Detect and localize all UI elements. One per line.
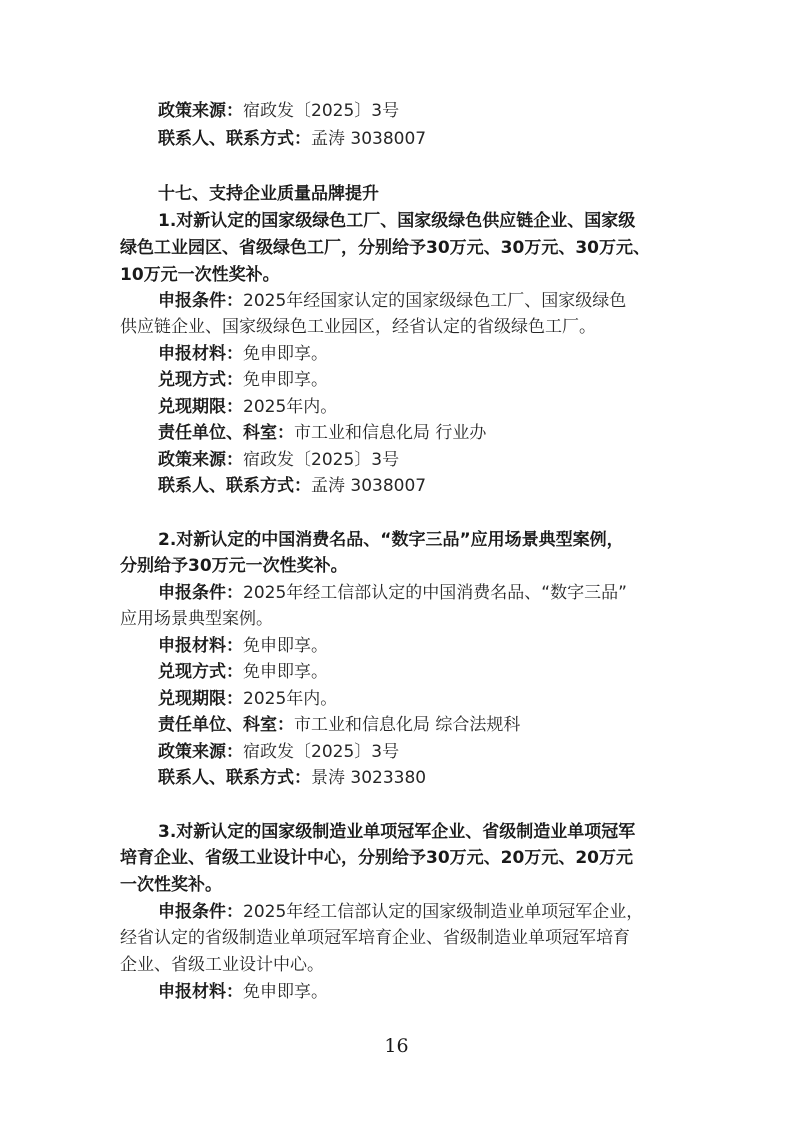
unit-line — [158, 715, 680, 735]
conditions-line — [158, 291, 680, 311]
field-label: 申报条件： — [158, 291, 243, 311]
field-value: 景涛 3023380 — [311, 768, 427, 788]
field-value: 市工业和信息化局 行业办 — [294, 423, 487, 443]
conditions-cont: 企业、省级工业设计中心。 — [120, 955, 324, 975]
field-label: 申报条件： — [158, 583, 243, 603]
contact-line — [158, 768, 680, 788]
field-value: 2025年内。 — [243, 689, 338, 709]
field-value: 免申即享。 — [243, 662, 328, 682]
item-title-line: 1.对新认定的国家级绿色工厂、国家级绿色供应链企业、国家级 — [158, 211, 636, 231]
source-line — [158, 742, 680, 762]
unit-line — [158, 423, 680, 443]
field-value: 免申即享。 — [243, 982, 328, 1002]
method-line — [158, 662, 680, 682]
policy-source-line — [158, 101, 680, 121]
item-title-line: 绿色工业园区、省级绿色工厂，分别给予30万元、30万元、30万元、 — [120, 238, 650, 258]
conditions-cont: 经省认定的省级制造业单项冠军培育企业、省级制造业单项冠军培育 — [120, 928, 630, 948]
item-title-line: 分别给予30万元一次性奖补。 — [120, 556, 348, 576]
field-value: 2025年经工信部认定的国家级制造业单项冠军企业， — [243, 902, 644, 922]
field-label: 兑现方式： — [158, 662, 243, 682]
field-label: 申报材料： — [158, 344, 243, 364]
field-value: 市工业和信息化局 综合法规科 — [294, 715, 521, 735]
conditions-line — [158, 583, 680, 603]
field-label: 兑现期限： — [158, 689, 243, 709]
conditions-line — [158, 902, 680, 922]
item-title-line: 培育企业、省级工业设计中心，分别给予30万元、20万元、20万元 — [120, 848, 633, 868]
period-line — [158, 397, 680, 417]
period-line — [158, 689, 680, 709]
field-value: 免申即享。 — [243, 344, 328, 364]
conditions-cont: 应用场景典型案例。 — [120, 609, 273, 629]
field-value: 孟涛 3038007 — [311, 129, 427, 149]
item-title-line: 2.对新认定的中国消费名品、“数字三品”应用场景典型案例， — [158, 530, 624, 550]
field-value: 2025年经国家认定的国家级绿色工厂、国家级绿色 — [243, 291, 627, 311]
field-label: 申报条件： — [158, 902, 243, 922]
field-label: 政策来源： — [158, 742, 243, 762]
field-label: 兑现方式： — [158, 370, 243, 390]
materials-line — [158, 344, 680, 364]
field-label: 责任单位、科室： — [158, 423, 294, 443]
field-label: 申报材料： — [158, 982, 243, 1002]
field-label: 兑现期限： — [158, 397, 243, 417]
conditions-cont: 供应链企业、国家级绿色工业园区，经省认定的省级绿色工厂。 — [120, 317, 596, 337]
materials-line — [158, 636, 680, 656]
field-label: 责任单位、科室： — [158, 715, 294, 735]
item-title-line: 10万元一次性奖补。 — [120, 265, 280, 285]
item-title-line: 一次性奖补。 — [120, 875, 222, 895]
field-label: 政策来源： — [158, 450, 243, 470]
field-value: 2025年经工信部认定的中国消费名品、“数字三品” — [243, 583, 627, 603]
method-line — [158, 370, 680, 390]
field-label: 申报材料： — [158, 636, 243, 656]
field-label: 政策来源： — [158, 101, 243, 121]
field-value: 2025年内。 — [243, 397, 338, 417]
field-value: 宿政发〔2025〕3号 — [243, 101, 400, 121]
contact-line — [158, 476, 680, 496]
field-value: 孟涛 3038007 — [311, 476, 427, 496]
source-line — [158, 450, 680, 470]
field-label: 联系人、联系方式： — [158, 476, 311, 496]
field-value: 宿政发〔2025〕3号 — [243, 450, 400, 470]
field-value: 免申即享。 — [243, 370, 328, 390]
field-value: 宿政发〔2025〕3号 — [243, 742, 400, 762]
contact-line — [158, 129, 680, 149]
field-value: 免申即享。 — [243, 636, 328, 656]
field-label: 联系人、联系方式： — [158, 129, 311, 149]
materials-line — [158, 982, 680, 1002]
page-number: 16 — [384, 1035, 409, 1057]
section-heading: 十七、支持企业质量品牌提升 — [158, 184, 379, 204]
item-title-line: 3.对新认定的国家级制造业单项冠军企业、省级制造业单项冠军 — [158, 822, 636, 842]
field-label: 联系人、联系方式： — [158, 768, 311, 788]
